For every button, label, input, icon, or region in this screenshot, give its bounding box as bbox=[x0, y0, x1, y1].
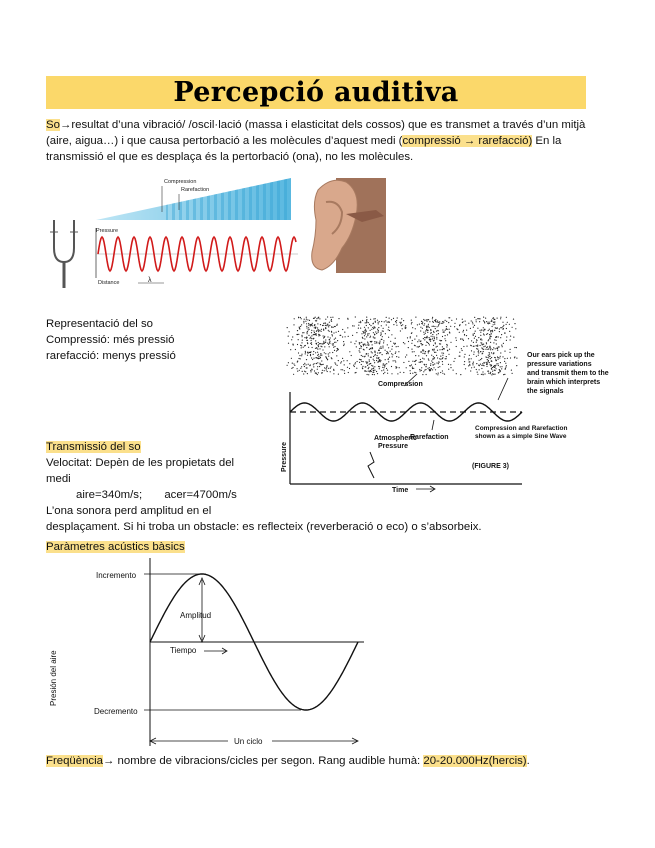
air-particles-field bbox=[287, 316, 518, 375]
params-heading: Paràmetres acústics bàsics bbox=[46, 541, 185, 553]
intro-highlight: compressió → rarefacció) bbox=[402, 135, 533, 147]
frequency-end: . bbox=[526, 755, 530, 767]
atmospheric-label-1: Atmospheric bbox=[374, 435, 417, 442]
params-heading-wrap bbox=[46, 539, 185, 555]
sine-caption-1: Compression and Rarefaction bbox=[475, 425, 568, 432]
rarefaction-label-2: Rarefaction bbox=[410, 434, 449, 441]
time-label: Tiempo bbox=[170, 646, 197, 655]
intro-term: So bbox=[46, 119, 60, 131]
ears-text-1: Our ears pick up the bbox=[527, 352, 595, 359]
distance-label: Distance bbox=[98, 280, 120, 286]
sine-caption-2: shown as a simple Sine Wave bbox=[475, 433, 567, 440]
time-axis-label: Time bbox=[392, 487, 409, 494]
compression-label: Compression bbox=[164, 179, 197, 185]
transmission-speeds: aire=340m/s; acer=4700m/s bbox=[76, 489, 237, 501]
tuning-fork-icon bbox=[50, 220, 78, 288]
page-title: Percepció auditiva bbox=[173, 77, 459, 108]
representation-block bbox=[46, 316, 266, 364]
atmospheric-label-2: Pressure bbox=[378, 443, 408, 450]
figure-number-label: (FIGURE 3) bbox=[472, 463, 509, 470]
intro-text-b: En la transmissió el que es desplaça és la pertorbació (ona), no les molècules. bbox=[46, 135, 562, 163]
ears-text-4: brain which interprets bbox=[527, 379, 601, 386]
frequency-range: 20-20.000Hz(hercis) bbox=[423, 755, 527, 767]
representation-line-2: Compressió: més pressió bbox=[46, 334, 175, 346]
compression-label-2: Compression bbox=[378, 381, 423, 388]
amplitude-label: Amplitud bbox=[180, 611, 212, 620]
sine-cycle-figure bbox=[46, 556, 366, 748]
pressure-axis-label: Pressure bbox=[281, 442, 288, 472]
title-banner bbox=[46, 76, 586, 109]
transmission-line-4: desplaçament. Si hi troba un obstacle: es reflecteix (reverberació o eco) o s’absorbeix. bbox=[46, 521, 482, 533]
air-pressure-axis-label: Presión del aire bbox=[49, 650, 58, 706]
transmission-line-1: Velocitat: Depèn de les propietats del bbox=[46, 457, 235, 469]
representation-line-3: rarefacció: menys pressió bbox=[46, 350, 176, 362]
transmission-heading: Transmissió del so bbox=[46, 441, 141, 453]
increment-label: Incremento bbox=[96, 571, 137, 580]
representation-line-1: Representació del so bbox=[46, 318, 154, 330]
transmission-block bbox=[46, 439, 606, 535]
transmission-line-3: L’ona sonora perd amplitud en el bbox=[46, 505, 212, 517]
pressure-label: Pressure bbox=[96, 228, 119, 234]
frequency-text: → nombre de vibracions/cicles per segon. Rang audible humà: bbox=[103, 755, 424, 767]
ears-text-5: the signals bbox=[527, 388, 564, 395]
rarefaction-label: Rarefaction bbox=[181, 187, 210, 193]
ears-text-3: and transmit them to the bbox=[527, 370, 609, 377]
transmission-line-2: medi bbox=[46, 473, 71, 485]
sound-wave-ear-figure bbox=[46, 170, 386, 295]
ears-text-2: pressure variations bbox=[527, 361, 592, 368]
ear-illustration bbox=[312, 178, 386, 273]
cycle-label: Un ciclo bbox=[234, 737, 263, 746]
decrement-label: Decremento bbox=[94, 707, 138, 716]
intro-paragraph bbox=[46, 117, 606, 165]
intro-text-a: →resultat d’una vibració/ /oscil·lació (massa i elasticitat dels cossos) que es transmet a través d’un mitjà (aire, aigua…) i que causa pertorbació a les molècules d’aquest medi ( bbox=[46, 119, 586, 147]
wavelength-label: λ bbox=[148, 277, 152, 284]
frequency-line bbox=[46, 753, 606, 769]
frequency-term: Freqüència bbox=[46, 755, 103, 767]
